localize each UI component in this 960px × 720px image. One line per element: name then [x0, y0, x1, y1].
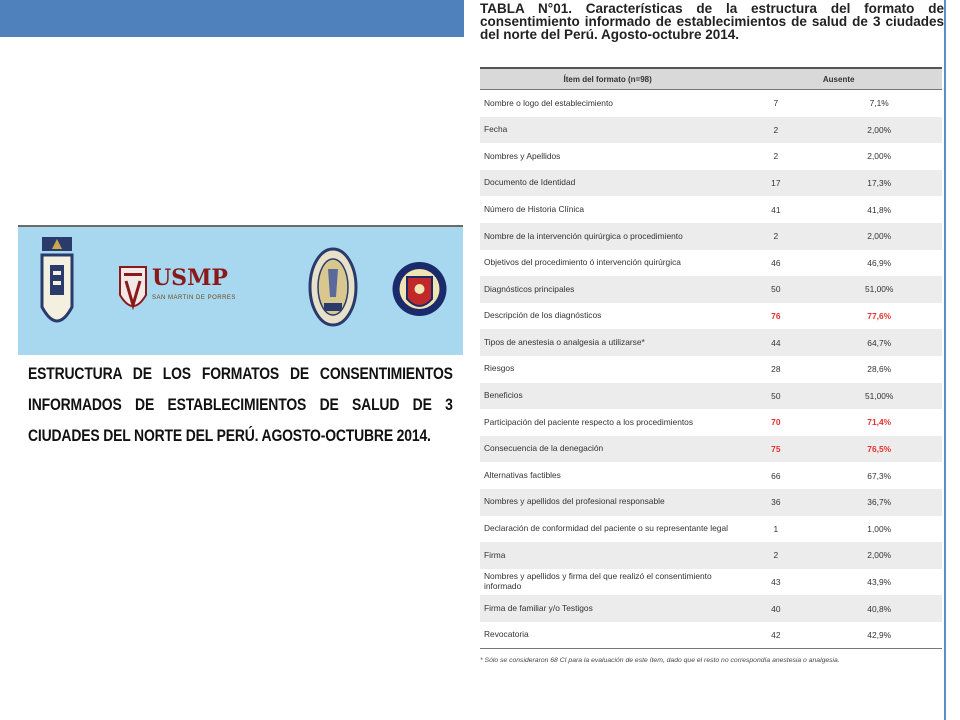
table-panel — [476, 0, 944, 690]
row-count-cell: 43 — [771, 576, 781, 587]
table-row — [480, 462, 942, 489]
row-percent-cell: 2,00% — [816, 117, 942, 144]
row-item-cell: Fecha — [480, 117, 735, 144]
row-percent-cell: 2,00% — [816, 223, 942, 250]
row-item-cell: Número de Historia Clínica — [484, 203, 585, 214]
row-percent-cell: 2,00% — [816, 542, 942, 569]
row-percent-cell: 43,9% — [867, 576, 892, 587]
table-row — [480, 276, 942, 303]
row-count-cell: 42 — [735, 622, 816, 649]
header-absent: Ausente — [735, 68, 942, 90]
row-count-cell: 70 — [771, 417, 781, 428]
row-percent-cell: 46,9% — [867, 257, 892, 268]
row-count-cell: 76 — [771, 311, 781, 322]
row-percent-cell: 41,8% — [867, 204, 892, 215]
row-count-cell: 1 — [773, 523, 779, 534]
table-row — [480, 143, 942, 170]
row-count-cell: 36 — [735, 489, 816, 516]
table-footnote: * Sólo se consideraron 68 CI para la evaluación de este ítem, dado que el resto no correspondía anestesia o analgesia. — [480, 657, 840, 664]
row-item-cell: Nombres y apellidos y firma del que realizó el consentimiento informado — [484, 571, 712, 591]
row-item-cell: Nombres y Apellidos — [484, 150, 561, 161]
table-row — [480, 329, 942, 356]
row-item-cell: Nombre o logo del establecimiento — [484, 97, 613, 108]
table-header-row — [480, 68, 942, 90]
row-count-cell: 44 — [735, 329, 816, 356]
row-item-cell: Firma de familiar y/o Testigos — [480, 595, 735, 622]
row-percent-cell: 17,3% — [816, 170, 942, 197]
table-row — [480, 170, 942, 197]
table-row — [480, 90, 942, 117]
row-item-cell: Declaración de conformidad del paciente o su representante legal — [484, 523, 728, 534]
row-percent-cell: 67,3% — [867, 470, 892, 481]
table-row — [480, 303, 942, 330]
logos-banner — [18, 225, 463, 355]
row-percent-cell: 40,8% — [816, 595, 942, 622]
row-item-cell: Documento de Identidad — [480, 170, 735, 197]
table-title: TABLA N°01. Características de la estructura del formato de consentimiento informado de establecimientos de salud de 3 ciudades del norte del Perú. Agosto-octubre 2014. — [480, 1, 944, 42]
row-percent-cell: 51,00% — [816, 276, 942, 303]
row-item-cell: Nombre de la intervención quirúrgica o procedimiento — [480, 223, 735, 250]
table-row — [480, 542, 942, 569]
row-count-cell: 50 — [735, 383, 816, 410]
row-item-cell: Participación del paciente respecto a los procedimientos — [484, 416, 694, 427]
veritas-shield-icon — [118, 265, 148, 317]
table-row — [480, 409, 942, 436]
row-item-cell: Firma — [480, 542, 735, 569]
table-row — [480, 569, 942, 596]
table-row — [480, 117, 942, 144]
row-item-cell: Alternativas factibles — [484, 469, 561, 480]
table-row — [480, 436, 942, 463]
row-count-cell: 17 — [735, 170, 816, 197]
header-accent-bar — [0, 0, 464, 37]
row-count-cell: 66 — [771, 470, 781, 481]
table-row — [480, 622, 942, 649]
row-count-cell: 50 — [735, 276, 816, 303]
row-count-cell: 41 — [771, 204, 781, 215]
header-item: Ítem del formato (n=98) — [480, 68, 735, 90]
row-count-cell: 46 — [771, 257, 781, 268]
row-count-cell: 2 — [735, 117, 816, 144]
right-divider-line — [944, 0, 946, 720]
row-item-cell: Revocatoria — [480, 622, 735, 649]
row-percent-cell: 64,7% — [816, 329, 942, 356]
row-item-cell: Riesgos — [484, 363, 515, 374]
row-percent-cell: 28,6% — [867, 364, 892, 375]
row-percent-cell: 77,6% — [867, 311, 892, 322]
row-percent-cell: 36,7% — [816, 489, 942, 516]
row-item-cell: Descripción de los diagnósticos — [484, 310, 602, 321]
slide-heading: ESTRUCTURA DE LOS FORMATOS DE CONSENTIMIENTOS INFORMADOS DE ESTABLECIMIENTOS DE SALUD DE 3 CIUDADES DEL NORTE DEL PERÚ. AGOSTO-OCTUBRE 2014. — [28, 364, 453, 445]
police-seal-icon — [391, 247, 448, 331]
row-percent-cell: 71,4% — [867, 417, 892, 428]
table-row — [480, 356, 942, 383]
row-item-cell: Diagnósticos principales — [480, 276, 735, 303]
table-row — [480, 196, 942, 223]
usmp-logo-text: USMP — [152, 265, 228, 291]
table-body — [480, 90, 942, 649]
usmp-logo-subtitle: SAN MARTIN DE PORRES — [152, 295, 236, 301]
row-item-cell: Objetivos del procedimiento ó intervención quirúrgica — [484, 257, 681, 268]
faculty-seal-icon — [308, 247, 358, 327]
table-row — [480, 489, 942, 516]
table-row — [480, 223, 942, 250]
row-percent-cell: 7,1% — [869, 98, 889, 109]
row-item-cell: Consecuencia de la denegación — [480, 436, 735, 463]
row-count-cell: 2 — [773, 151, 779, 162]
absence-table — [480, 67, 942, 649]
table-row — [480, 595, 942, 622]
row-count-cell: 7 — [773, 98, 779, 109]
row-item-cell: Nombres y apellidos del profesional responsable — [480, 489, 735, 516]
table-row — [480, 516, 942, 543]
row-percent-cell: 2,00% — [867, 151, 892, 162]
row-count-cell: 2 — [735, 542, 816, 569]
table-row — [480, 383, 942, 410]
row-item-cell: Tipos de anestesia o analgesia a utilizarse* — [480, 329, 735, 356]
university-crest-icon — [40, 237, 74, 337]
row-count-cell: 40 — [735, 595, 816, 622]
row-count-cell: 28 — [771, 364, 781, 375]
row-count-cell: 75 — [735, 436, 816, 463]
row-percent-cell: 51,00% — [816, 383, 942, 410]
row-percent-cell: 42,9% — [816, 622, 942, 649]
row-percent-cell: 76,5% — [816, 436, 942, 463]
table-row — [480, 250, 942, 277]
row-percent-cell: 1,00% — [867, 523, 892, 534]
row-count-cell: 2 — [735, 223, 816, 250]
row-item-cell: Beneficios — [480, 383, 735, 410]
